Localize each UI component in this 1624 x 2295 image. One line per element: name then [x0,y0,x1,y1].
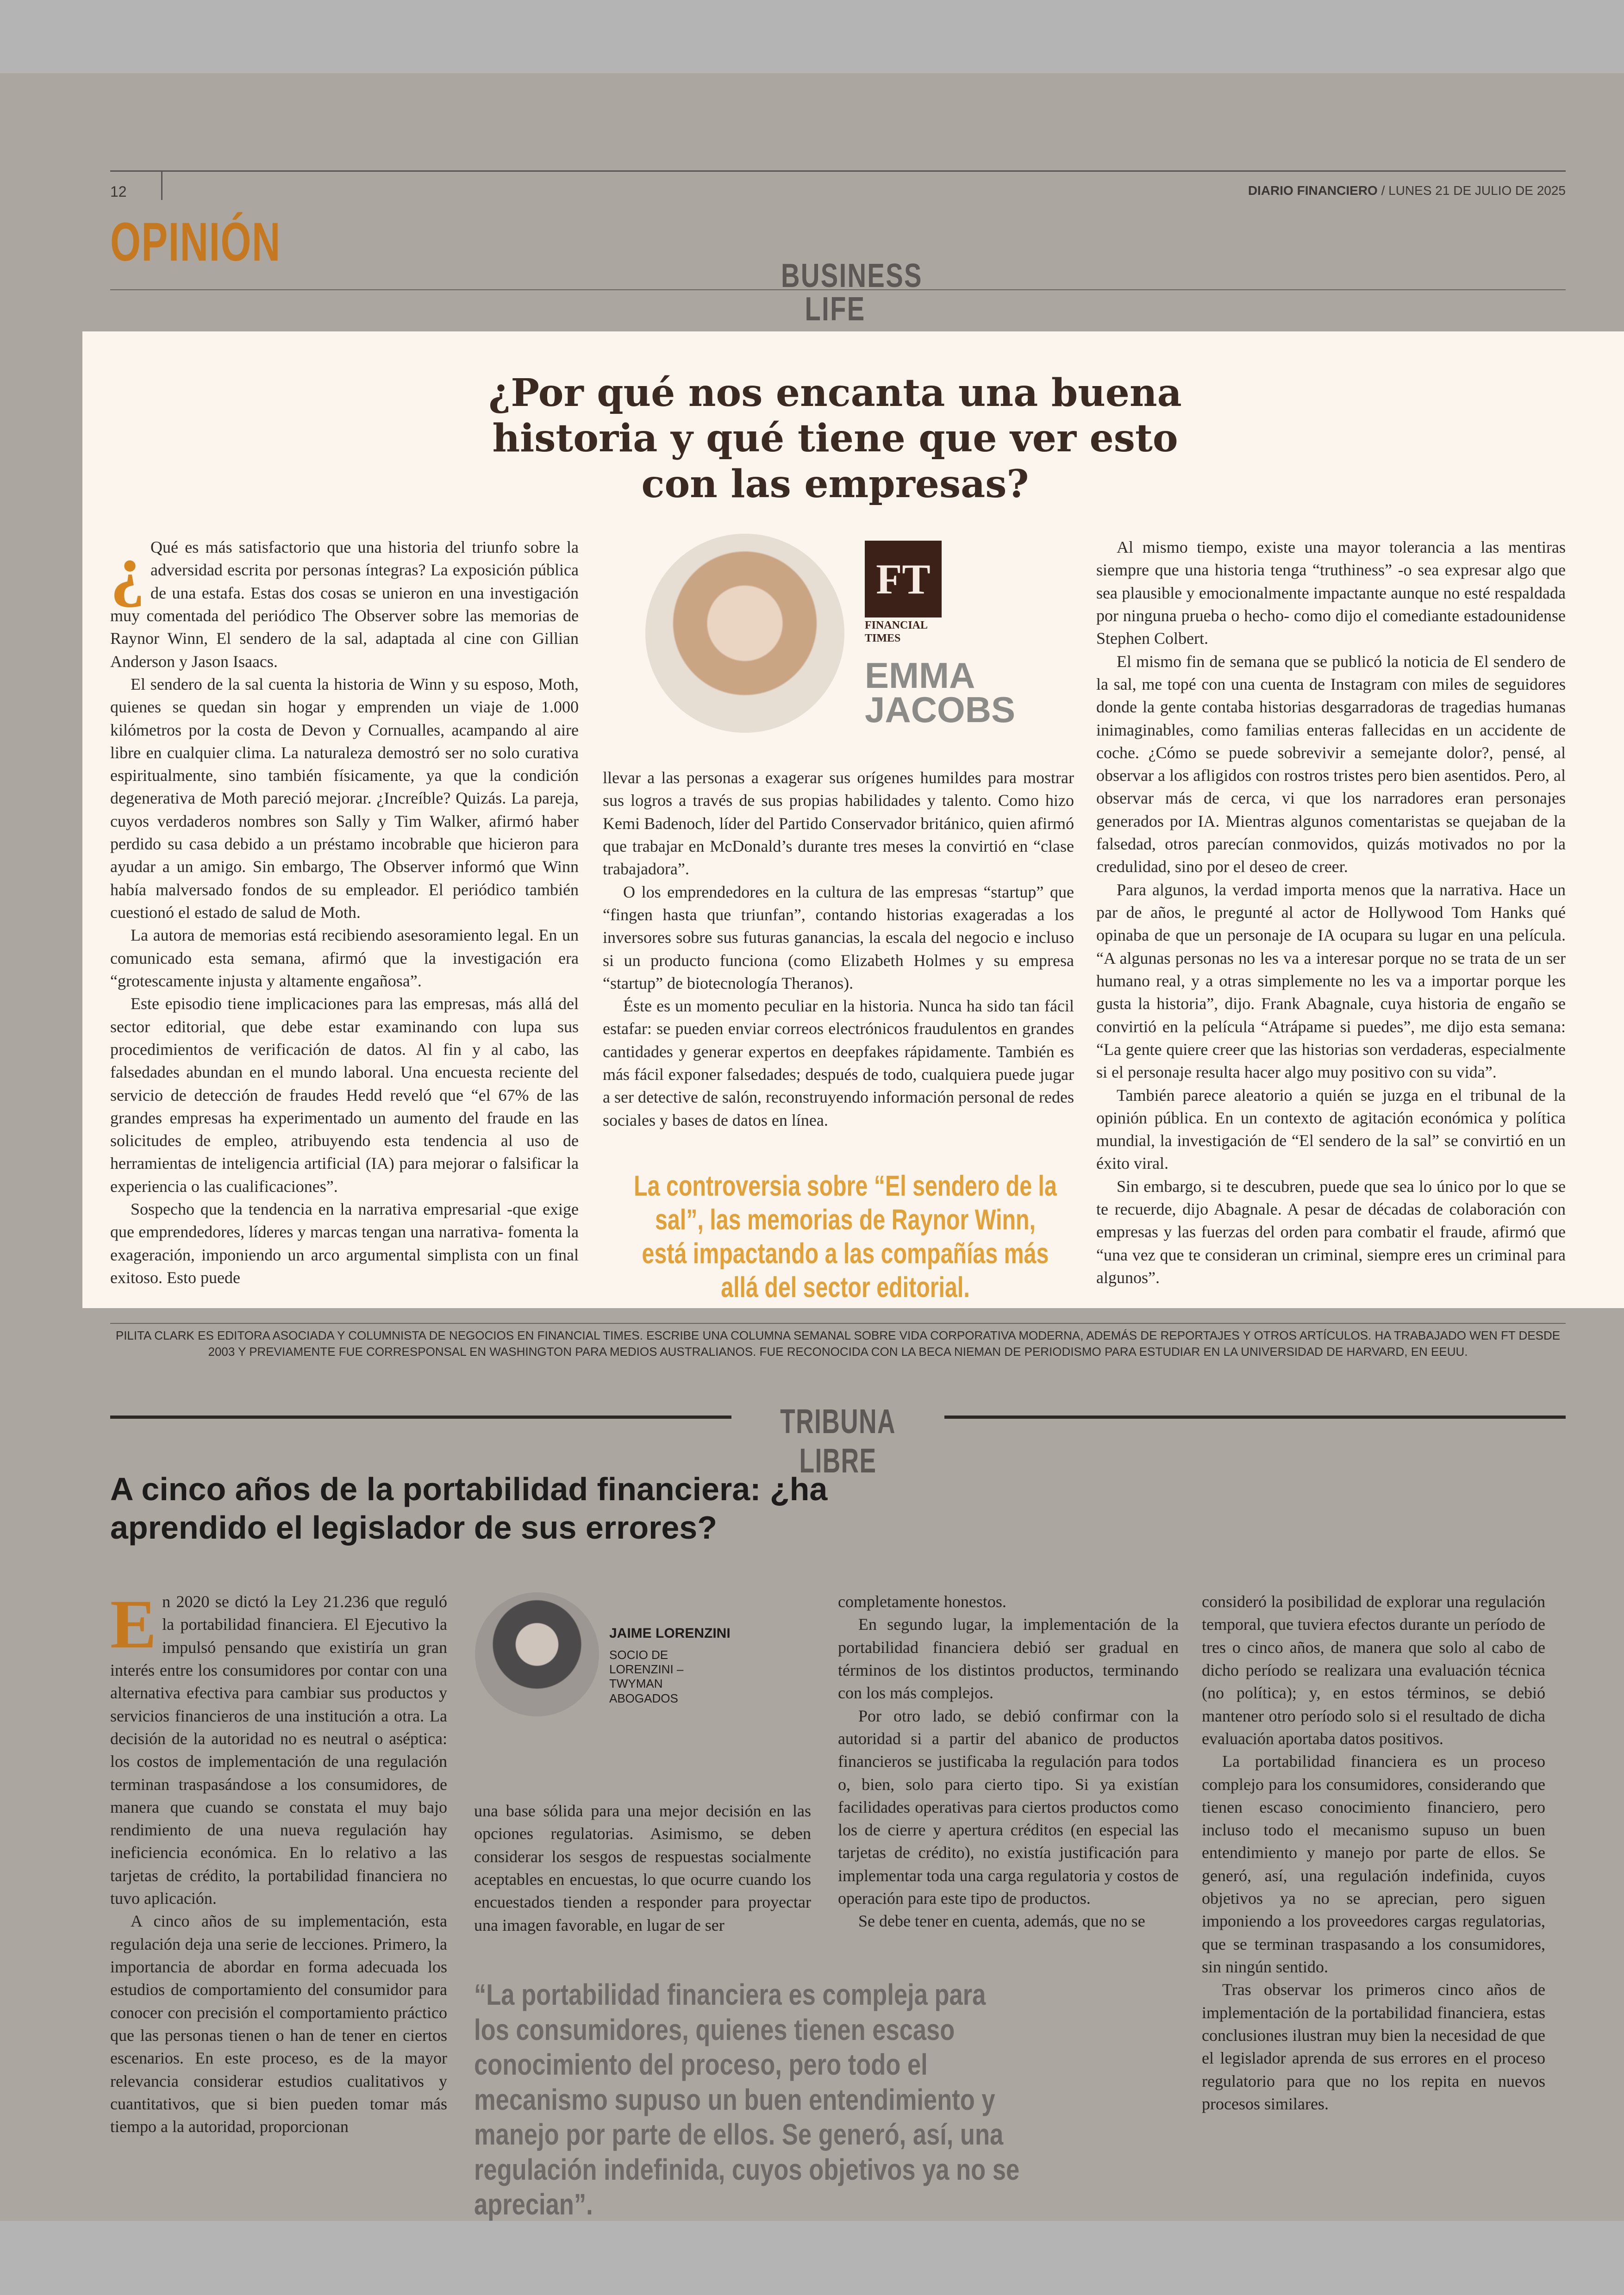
author-portrait [475,1592,599,1716]
paragraph: La portabilidad financiera es un proceso complejo para los consumidores, considerando que tienen escaso conocimiento financiero, pero incluso todo el mecanismo supuso un buen entendimiento y manejo por parte de ellos. Se generó, así, una regulación indefinida, cuyos objetivos ya no se aprecian, pero siguen imponiendo a los proveedores cargas regulatorias, que se terminan traspasando a los consumidores, sin ningún sentido. [1202,1752,1545,1976]
tribuna-rule-right [944,1416,1566,1419]
paragraph: En 2020 se dictó la Ley 21.236 que reguló la portabilidad financiera. El Ejecutivo la impulsó pensando que existiría un gran interés entre los consumidores por contar con una alternativa efectiva para cambiar sus productos y servicios financieros de una institución a otra. La decisión de la autoridad no es neutral o aséptica: los costos de implementación de una regulación terminan traspasándose a los consumidores, de manera que cuando se constata el muy bajo rendimiento de una nueva regulación hay ineficiencia económica. En lo relativo a las tarjetas de crédito, la portabilidad financiera no tuvo aplicación. [110,1586,447,1908]
article2-column-1 [110,1586,447,2139]
paragraph: El mismo fin de semana que se publicó la noticia de El sendero de la sal, me topé con una cuenta de Instagram con miles de seguidores donde la gente contaba historias desgarradoras de tragedias humanas inimaginables, como familias enteras fallecidas en un accidente de coche. ¿Cómo se puede sobrevivir a semejante dolor?, pensé, al observar a los afligidos con rostros tristes pero bien asentidos. Pero, al observar más de cerca, vi que los narradores eran personajes generados por IA. Mientras algunos comentaristas se quejaban de la falsedad, otros parecían conmovidos, quizás motivados no por la credulidad, sino por el deseo de creer. [1096,652,1566,876]
paragraph: Por otro lado, se debió confirmar con la autoridad si a partir del abanico de productos financieros se justificaba la regulación para todos o, bien, solo para cierto tipo. Si ya existían facilidades operativas para ciertos productos como los de cierre y apertura créditos (en especial las tarjetas de crédito), no existía justificación para implementar toda una carga regulatoria y costos de operación para este tipo de productos. [838,1706,1179,1908]
paragraph: completamente honestos. [838,1592,1006,1611]
article-headline: ¿Por qué nos encanta una buena historia y qué tiene que ver esto con las empresas? [488,371,1182,506]
article2-column-2 [474,1800,811,1937]
author-name: EMMA JACOBS [865,655,1016,730]
author-title: SOCIO DE LORENZINI – TWYMAN ABOGADOS [609,1648,684,1705]
paragraph: consideró la posibilidad de explorar una regulación temporal, que tuviera efectos durante un período de tres o cinco años, de manera que solo al cabo de dicho período se realizara una evaluación técnica (no política); y, en estos términos, se debió mantener otro período solo si el resultado de dicha evaluación aportaba datos positivos. [1202,1592,1545,1748]
paragraph: Sospecho que la tendencia en la narrativa empresarial -que exige que emprendedores, líderes y marcas tengan una narrativa- fomenta la exageración, imponiendo un arco argumental simplista con un final exitoso. Esto puede [110,1200,579,1287]
paragraph: Al mismo tiempo, existe una mayor tolerancia a las mentiras siempre que una historia tenga “truthiness” -o sea expresar algo que sea plausible y emocionalmente impactante aunque no esté respaldada por ninguna prueba o hecho- como dijo el comediante estadounidense Stephen Colbert. [1096,538,1566,648]
paper-name: DIARIO FINANCIERO [1248,183,1378,198]
paragraph: O los emprendedores en la cultura de las empresas “startup” que “fingen hasta que triunfan”, contando historias exageradas a los inversores sobre sus futuras ganancias, la escala del negocio e incluso si un producto funciona (como Elizabeth Holmes y su empresa “startup” de biotecnología Theranos). [603,882,1074,992]
tribuna-rule-left [110,1416,731,1419]
paragraph: Para algunos, la verdad importa menos que la narrativa. Hace un par de años, le pregunté al actor de Hollywood Tom Hanks qué opinaba de que un personaje de IA ocupara su lugar en una película. “A algunas personas no les va a interesar porque no se trata de un ser humano real, y a otras simplemente no les va a importar porque les gusta la historia”, dijo. Frank Abagnale, cuya historia de engaño se convirtió en la película “Atrápame si puedes”, me dijo esta semana: “La gente quiere creer que las historias son verdaderas, especialmente si el personaje resulta hacer algo muy positivo con su vida”. [1096,880,1566,1082]
page-number-divider [161,171,162,200]
article-column-2 [603,767,1074,1132]
author-portrait [645,534,844,733]
section-label: TRIBUNA LIBRE [780,1402,896,1480]
paragraph: A cinco años de su implementación, esta regulación deja una serie de lecciones. Primero, la importancia de abordar en forma adecuada los estudios de comportamiento del consumidor para conocer con precisión el comportamiento práctico que las personas tienen o han de tener en ciertos escenarios. En este proceso, es de la mayor relevancia considerar estudios cualitativos y cuantitativos, que si bien pueden tomar más tiempo a la autoridad, proporcionan [110,1912,447,2136]
subsection-label: BUSINESS LIFE [781,257,923,328]
paragraph: una base sólida para una mejor decisión en las opciones regulatorias. Asimismo, se deben considerar los sesgos de respuestas socialmente aceptables en encuestas, lo que ocurre cuando los encuestados tienden a responder para proyectar una imagen favorable, en lugar de ser [474,1802,811,1934]
paragraph: En segundo lugar, la implementación de la portabilidad financiera debió ser gradual en términos de los distintos productos, terminando con los más complejos. [838,1615,1179,1703]
paragraph: Este episodio tiene implicaciones para las empresas, más allá del sector editorial, que debe estar examinando con lupa sus procedimientos de verificación de datos. Al fin y al cabo, las falsedades abundan en el mundo laboral. Una encuesta reciente del servicio de detección de fraudes Hedd reveló que “el 67% de las grandes empresas ha experimentado un aumento del fraude en las solicitudes de empleo, atribuyendo esta tendencia al uso de herramientas de inteligencia artificial (IA) para mejorar o falsificar la experiencia o las cualificaciones”. [110,994,579,1196]
drop-cap: E [110,1586,157,1663]
pull-quote: “La portabilidad financiera es compleja para los consumidores, quienes tienen escaso conocimiento del proceso, pero todo el mecanismo supuso un buen entendimiento y manejo por parte de ellos. Se generó, así, una regulación indefinida, cuyos objetivos ya no se aprecian”. [474,1978,1020,2221]
article2-column-3 [838,1590,1179,1933]
paragraph: Éste es un momento peculiar en la historia. Nunca ha sido tan fácil estafar: se pueden enviar correos electrónicos fraudulentos en grandes cantidades y generar expertos en deepfakes rápidamente. También es más fácil exponer falsedades; después de todo, cualquiera puede jugar a ser detective de salón, reconstruyendo información personal de redes sociales y bases de datos en línea. [603,997,1074,1129]
paragraph: Tras observar los primeros cinco años de implementación de la portabilidad financiera, estas conclusiones ilustran muy bien la necesidad de que el legislador aprenda de sus errores en el proceso regulatorio para que no los repita en nuevos procesos similares. [1202,1980,1545,2113]
issue-date: / LUNES 21 DE JULIO DE 2025 [1381,183,1566,198]
author-name: JAIME LORENZINI [609,1626,731,1641]
masthead [1248,183,1566,198]
page-number: 12 [110,183,127,200]
paragraph: Sin embargo, si te descubren, puede que sea lo único por lo que se te recuerde, dijo Abagnale. A pesar de décadas de colaboración con empresas y las fuerzas del orden para combatir el fraude, afirmó que “una vez que te consideran un criminal, siempre eres un criminal para algunos”. [1096,1177,1566,1287]
article-column-1 [110,531,579,1289]
top-rule [110,170,1566,172]
ft-logo-subtitle: FINANCIAL TIMES [865,619,927,644]
bio-rule [110,1323,1566,1324]
paragraph: llevar a las personas a exagerar sus orígenes humildes para mostrar sus logros a través de sus propias habilidades y talento. Como hizo Kemi Badenoch, líder del Partido Conservador británico, quien afirmó que trabajar en McDonald’s durante tres meses la convirtió en “clase trabajadora”. [603,768,1074,879]
paragraph: ¿ Qué es más satisfactorio que una historia del triunfo sobre la adversidad escrita por personas íntegras? La exposición pública de una estafa. Estas dos cosas se unieron en una investigación muy comentada del periódico The Observer sobre las memorias de Raynor Winn, El sendero de la sal, adaptada al cine con Gillian Anderson y Jason Isaacs. [110,531,579,671]
author-bio: PILITA CLARK ES EDITORA ASOCIADA Y COLUMNISTA DE NEGOCIOS EN FINANCIAL TIMES. ESCRIBE UNA COLUMNA SEMANAL SOBRE VIDA CORPORATIVA MODERNA, ADEMÁS DE REPORTAJES Y OTROS ARTÍCULOS. HA TRABAJADO WEN FT DESDE 2003 Y PREVIAMENTE FUE CORRESPONSAL EN WASHINGTON PARA MEDIOS AUSTRALIANOS. FUE RECONOCIDA CON LA BECA NIEMAN DE PERIODISMO PARA ESTUDIAR EN LA UNIVERSIDAD DE HARVARD, EN EEUU. [115,1328,1561,1359]
article-column-3 [1096,536,1566,1289]
pull-quote: La controversia sobre “El sendero de la sal”, las memorias de Raynor Winn, está impactando a las compañías más allá del sector editorial. [634,1170,1057,1304]
paragraph: Se debe tener en cuenta, además, que no se [858,1912,1145,1931]
article2-column-4 [1202,1590,1545,2115]
paragraph: También parece aleatorio a quién se juzga en el tribunal de la opinión pública. En un contexto de agitación económica y política mundial, la investigación de “El sendero de la sal” se convirtió en un éxito viral. [1096,1085,1566,1173]
paragraph: El sendero de la sal cuenta la historia de Winn y su esposo, Moth, quienes se quedan sin hogar y emprenden un viaje de 1.000 kilómetros por la costa de Devon y Cornualles, acampando al aire libre en cualquier clima. La naturaleza demostró ser no solo curativa espiritualmente, sino también físicamente, ya que la condición degenerativa de Moth pareció mejorar. ¿Increíble? Quizás. La pareja, cuyos verdaderos nombres son Sally y Tim Walker, afirmó haber perdido su casa debido a un préstamo incobrable que hicieron para ayudar a un amigo. Sin embargo, The Observer informó que Winn había malversado fondos de su empleador. El periódico también cuestionó el estado de salud de Moth. [110,674,579,922]
section-title: OPINIÓN [110,212,281,273]
paragraph: La autora de memorias está recibiendo asesoramiento legal. En un comunicado esta semana, afirmó que la investigación era “grotescamente injusta y altamente engañosa”. [110,926,579,990]
ft-logo: FT [865,541,942,617]
article-headline: A cinco años de la portabilidad financiera: ¿ha aprendido el legislador de sus errores? [110,1471,828,1546]
drop-cap: ¿ [110,531,145,608]
